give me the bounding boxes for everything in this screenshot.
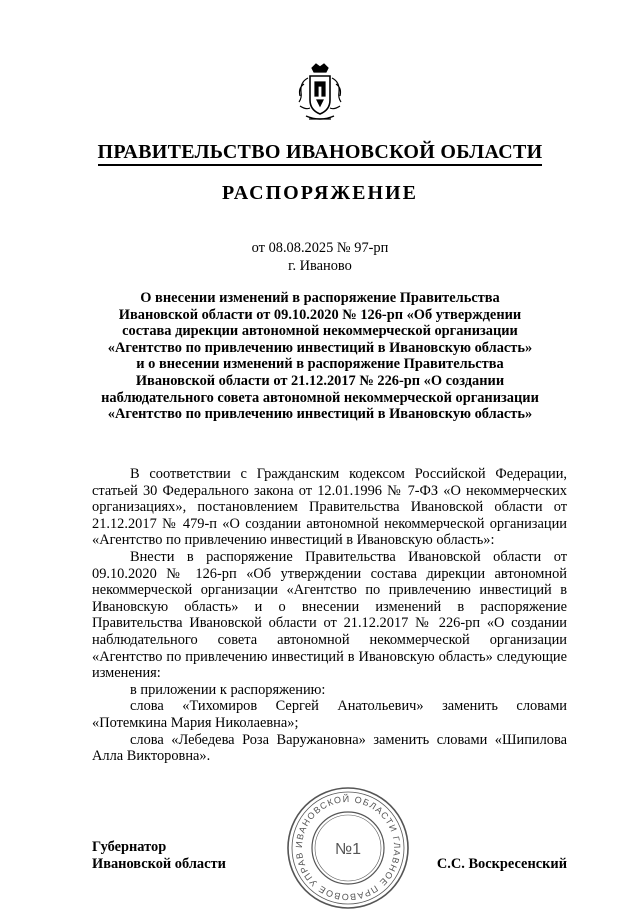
body-paragraph: В соответствии с Гражданским кодексом Российской Федерации, статьей 30 Федерального закона от 12.01.1996 № 7-ФЗ «О некоммерческих организациях», постановлением Правительства Ивановской области от 21.12.2017 № 479-п «О создании автономной некоммерческой организации «Агентство по привлечению инвестиций в Ивановскую область»: [92,466,567,549]
body-paragraph: слова «Тихомиров Сергей Анатольевич» заменить словами «Потемкина Мария Николаевна»; [92,698,567,731]
subject-line: состава дирекции автономной некоммерческой организации [122,323,518,340]
body-paragraph: слова «Лебедева Роза Варужановна» заменить словами «Шипилова Алла Викторовна». [92,731,567,765]
signatory-position [92,839,226,873]
org-title-text: ПРАВИТЕЛЬСТВО ИВАНОВСКОЙ ОБЛАСТИ [98,141,543,166]
signatory-name: С.С. Воскресенский [436,856,567,872]
body-paragraph: Внести в распоряжение Правительства Ивановской области от 09.10.2020 № 126-рп «Об утверждении состава дирекции автономной некоммерческой организации «Агентство по привлечению инвестиций в Ивановскую область» и о внесении изменений в распоряжение Правительства Ивановской области от 21.12.2017 № 226-рп «О создании наблюдательного совета автономной некоммерческой организации «Агентство по привлечению инвестиций в Ивановскую область» следующие изменения: [92,548,567,682]
position-line: Губернатор [92,839,167,855]
subject-line: Ивановской области от 09.10.2020 № 126-рп «Об утверждении [118,306,522,323]
org-title [0,140,640,164]
subject-line: Ивановской области от 21.12.2017 № 226-рп «О создании [135,372,505,389]
document-date: от 08.08.2025 № 97-рп [251,240,389,256]
document-type: РАСПОРЯЖЕНИЕ [222,182,418,204]
subject-line: «Агентство по привлечению инвестиций в Ивановскую область» [107,339,533,356]
coat-of-arms-icon [296,62,344,124]
subject-line: и о внесении изменений в распоряжение Правительства [136,356,504,373]
document-body [92,466,567,765]
subject-line: «Агентство по привлечению инвестиций в Ивановскую область» [107,406,533,423]
stamp-ring-text: ИВАНОВСКОЙ ОБЛАСТИ ГЛАВНОЕ ПРАВОВОЕ УПРАВ [293,793,403,903]
stamp-number: №1 [334,841,362,858]
document-city: г. Иваново [288,258,352,274]
body-paragraph: в приложении к распоряжению: [130,681,326,698]
subject-line: наблюдательного совета автономной некоммерческой организации [101,389,539,406]
document-subject [80,290,560,423]
subject-line: О внесении изменений в распоряжение Правительства [140,290,500,306]
position-line: Ивановской области [92,856,226,872]
official-stamp [285,785,411,911]
